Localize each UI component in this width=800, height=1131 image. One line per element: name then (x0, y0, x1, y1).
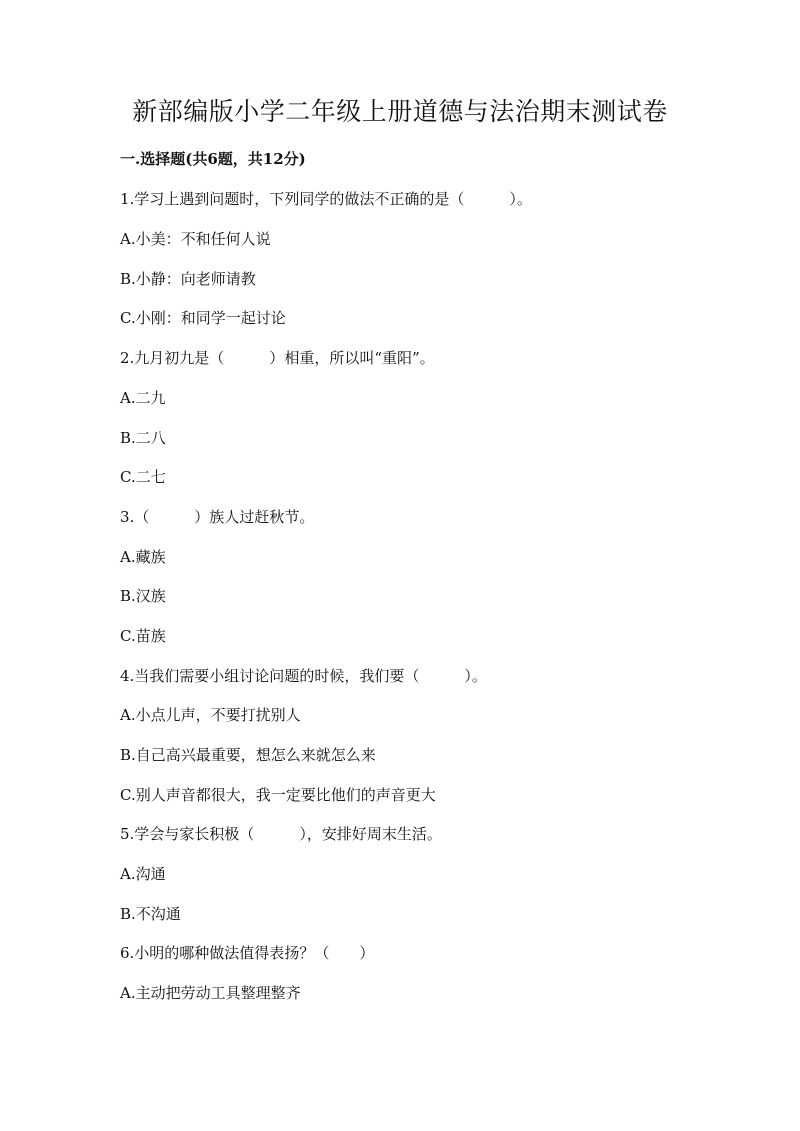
option-1a: A.小美：不和任何人说 (120, 230, 271, 248)
option-4c: C.别人声音都很大，我一定要比他们的声音更大 (120, 786, 436, 804)
option-1c: C.小刚：和同学一起讨论 (120, 309, 286, 327)
option-5b: B.不沟通 (120, 905, 181, 923)
option-2a: A.二九 (120, 389, 166, 407)
option-6a: A.主动把劳动工具整理整齐 (120, 984, 301, 1002)
option-3b: B.汉族 (120, 587, 166, 605)
question-3: 3.（ ）族人过赶秋节。 (120, 508, 315, 526)
page-title: 新部编版小学二年级上册道德与法治期末测试卷 (132, 97, 668, 126)
question-2: 2.九月初九是（ ）相重，所以叫“重阳”。 (120, 349, 435, 367)
option-5a: A.沟通 (120, 865, 166, 883)
option-1b: B.小静：向老师请教 (120, 270, 256, 288)
option-2b: B.二八 (120, 429, 166, 447)
question-6: 6.小明的哪种做法值得表扬？（ ） (120, 944, 375, 962)
option-3a: A.藏族 (120, 548, 166, 566)
option-4a: A.小点儿声，不要打扰别人 (120, 706, 301, 724)
question-4: 4.当我们需要小组讨论问题的时候，我们要（ ）。 (120, 667, 487, 685)
question-5: 5.学会与家长积极（ ），安排好周末生活。 (120, 825, 442, 843)
option-4b: B.自己高兴最重要，想怎么来就怎么来 (120, 746, 376, 764)
section-heading: 一.选择题(共6题，共12分) (120, 150, 306, 168)
option-2c: C.二七 (120, 468, 166, 486)
option-3c: C.苗族 (120, 627, 166, 645)
question-1: 1.学习上遇到问题时，下列同学的做法不正确的是（ ）。 (120, 190, 532, 208)
